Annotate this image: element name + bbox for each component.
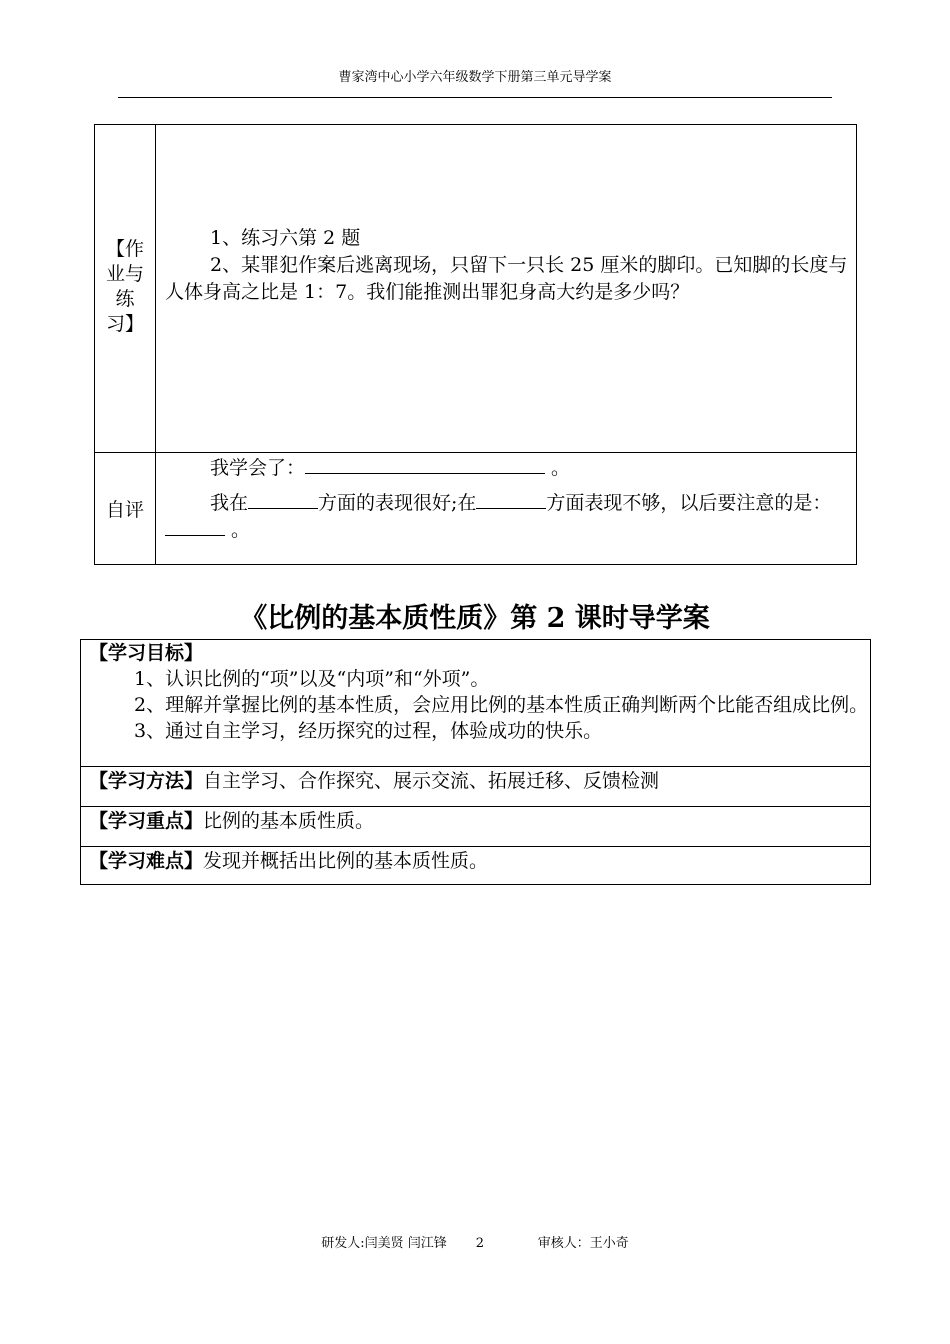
self-eval-text: 方面表现不够，以后要注意的是： <box>546 492 832 514</box>
page-header: 曹家湾中心小学六年级数学下册第三单元导学案 <box>338 70 612 85</box>
self-eval-line-1 <box>165 455 851 482</box>
difficulty-row <box>81 846 870 886</box>
self-eval-line-2 <box>165 490 851 544</box>
key-row <box>81 806 870 846</box>
page-footer <box>0 1232 950 1251</box>
table-divider <box>155 125 156 564</box>
self-eval-suffix: 。 <box>545 457 571 479</box>
difficulty-label: 【学习难点】 <box>89 850 204 872</box>
goals-label: 【学习目标】 <box>89 642 204 664</box>
key-label: 【学习重点】 <box>89 810 204 832</box>
homework-item-1: 1、练习六第 2 题 <box>210 227 361 249</box>
page-number: 2 <box>475 1236 484 1251</box>
self-eval-prefix: 我学会了： <box>210 457 306 479</box>
goals-row <box>81 640 870 766</box>
answer-blank[interactable] <box>248 490 318 509</box>
difficulty-text: 发现并概括出比例的基本质性质。 <box>203 850 489 872</box>
goal-item: 1、认识比例的“项”以及“内项”和“外项”。 <box>134 668 490 690</box>
self-eval-text: 方面的表现很好;在 <box>318 492 477 514</box>
homework-label: 【作 业与 练 习】 <box>105 238 144 335</box>
answer-blank[interactable] <box>476 490 546 509</box>
method-label: 【学习方法】 <box>89 770 204 792</box>
method-text: 自主学习、合作探究、展示交流、拓展迁移、反馈检测 <box>203 770 660 792</box>
table-divider <box>95 452 856 453</box>
goal-item: 3、通过自主学习，经历探究的过程，体验成功的快乐。 <box>134 720 603 742</box>
homework-table <box>94 124 857 565</box>
method-row <box>81 766 870 806</box>
key-text: 比例的基本质性质。 <box>203 810 375 832</box>
self-eval-content <box>165 455 851 544</box>
footer-authors: 研发人:闫美贤 闫江锋 <box>321 1236 447 1251</box>
lesson-title: 《比例的基本质性质》第 2 课时导学案 <box>240 603 710 634</box>
answer-blank[interactable] <box>305 455 545 474</box>
lesson-table <box>80 639 871 885</box>
self-eval-text: 我在 <box>210 492 249 514</box>
homework-item-2: 2、某罪犯作案后逃离现场，只留下一只长 25 厘米的脚印。已知脚的长度与人体身高之比是 1：7。我们能推测出罪犯身高大约是多少吗？ <box>165 254 848 303</box>
goal-item: 2、理解并掌握比例的基本性质，会应用比例的基本性质正确判断两个比能否组成比例。 <box>134 694 869 716</box>
self-eval-label: 自评 <box>105 499 144 521</box>
answer-blank[interactable] <box>165 517 225 536</box>
header-rule <box>118 97 832 98</box>
footer-reviewer: 审核人：王小奇 <box>537 1236 629 1251</box>
self-eval-text: 。 <box>225 519 251 541</box>
homework-content <box>165 225 851 306</box>
